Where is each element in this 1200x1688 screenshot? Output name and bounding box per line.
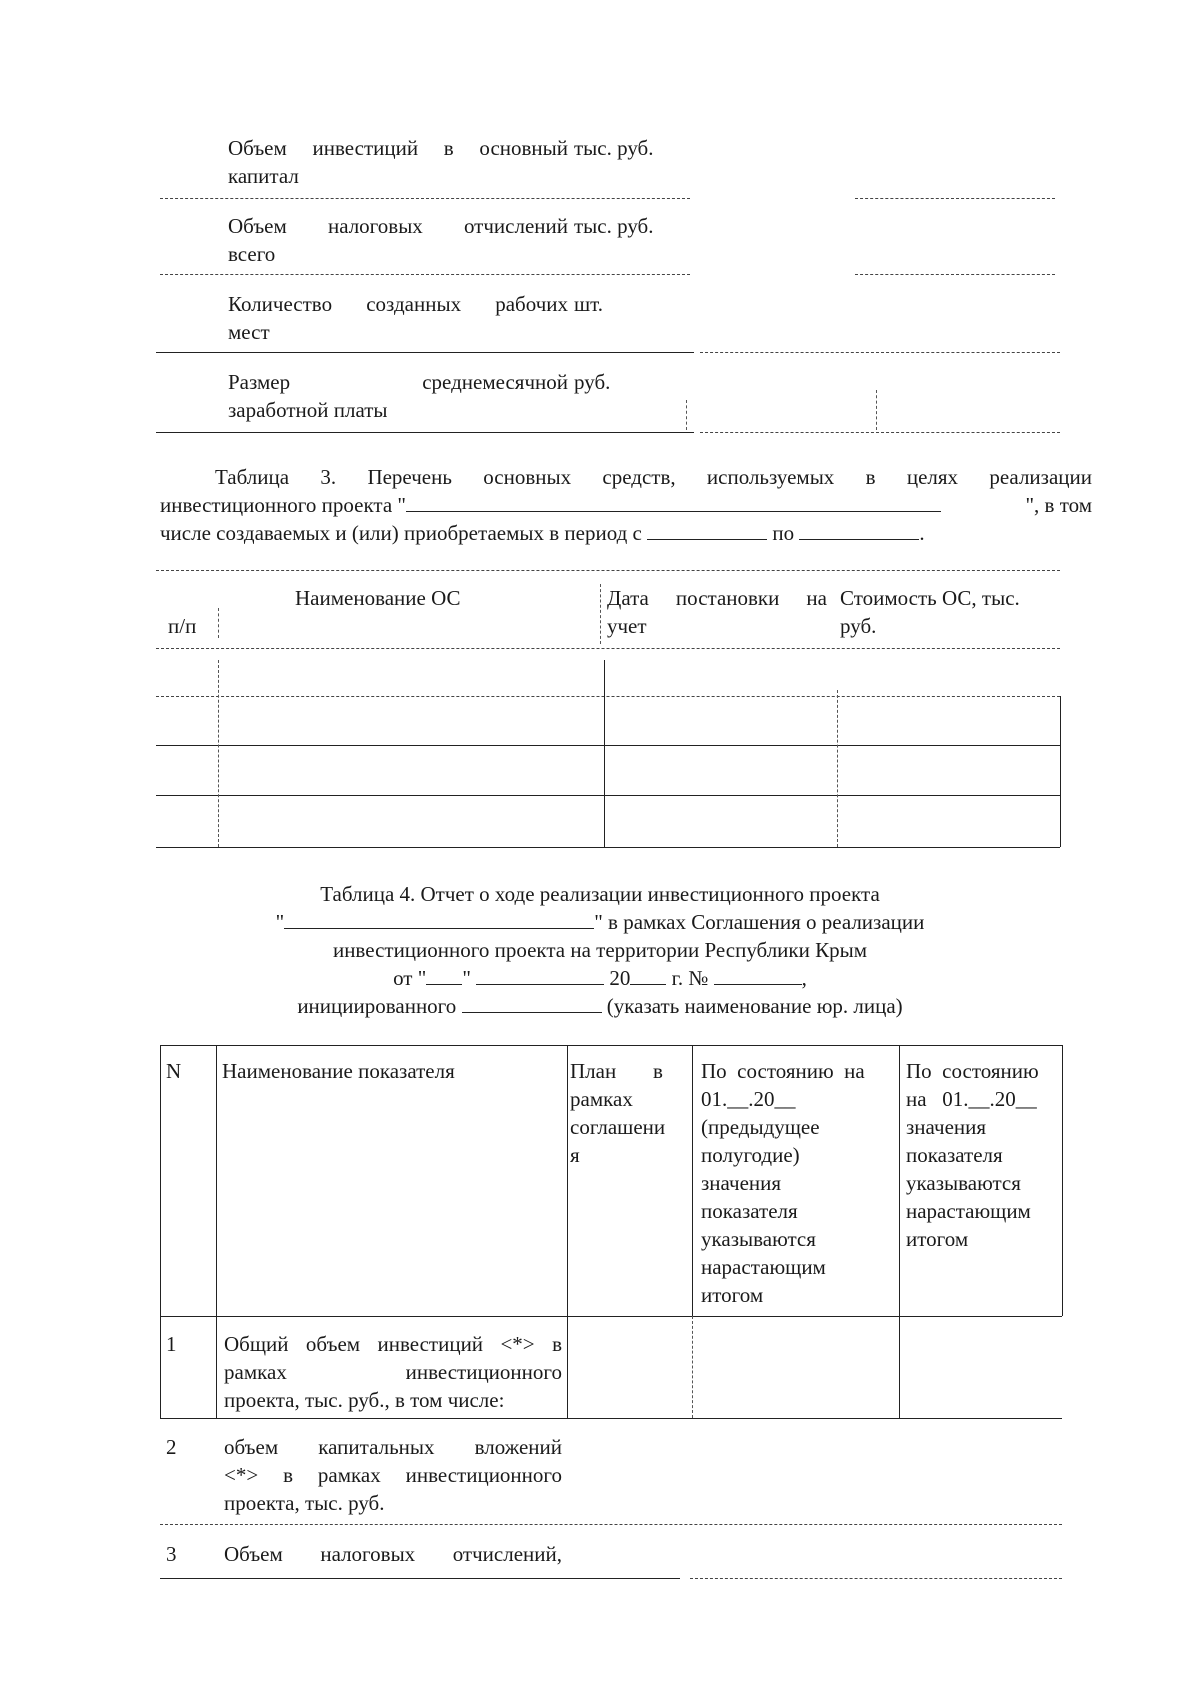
table3-header-num: п/п bbox=[168, 614, 197, 638]
table2-row-4-unit: руб. bbox=[574, 370, 611, 394]
table2-row-1-unit: тыс. руб. bbox=[574, 136, 654, 160]
table2-row-2-name: Объем налоговых отчислений всего bbox=[228, 214, 568, 266]
table4-header-num: N bbox=[166, 1059, 182, 1083]
table3-header-date: Дата постановки на учет bbox=[607, 586, 827, 638]
table4-header-curr: По состоянию на 01.__.20__ значения показателя указываются нарастающим итогом bbox=[906, 1059, 1039, 1251]
table2-row-1-name: Объем инвестиций в основный капитал bbox=[228, 136, 568, 188]
table2-row-3-unit: шт. bbox=[574, 292, 604, 316]
table4-header-name: Наименование показателя bbox=[222, 1059, 455, 1083]
table2-row-4-name: Размер среднемесячной заработной платы bbox=[228, 370, 568, 422]
table4-header-prev: По состоянию на 01.__.20__ (предыдущее полугодие) значения показателя указываются нарастающим итогом bbox=[701, 1059, 865, 1307]
table2-row-2-unit: тыс. руб. bbox=[574, 214, 654, 238]
table4-header-plan: План в рамках соглашени я bbox=[570, 1059, 666, 1167]
table3-header-cost: Стоимость ОС, тыс. руб. bbox=[840, 586, 1020, 638]
table3-header-name: Наименование ОС bbox=[295, 586, 461, 610]
table2-row-3-name: Количество созданных рабочих мест bbox=[228, 292, 568, 344]
